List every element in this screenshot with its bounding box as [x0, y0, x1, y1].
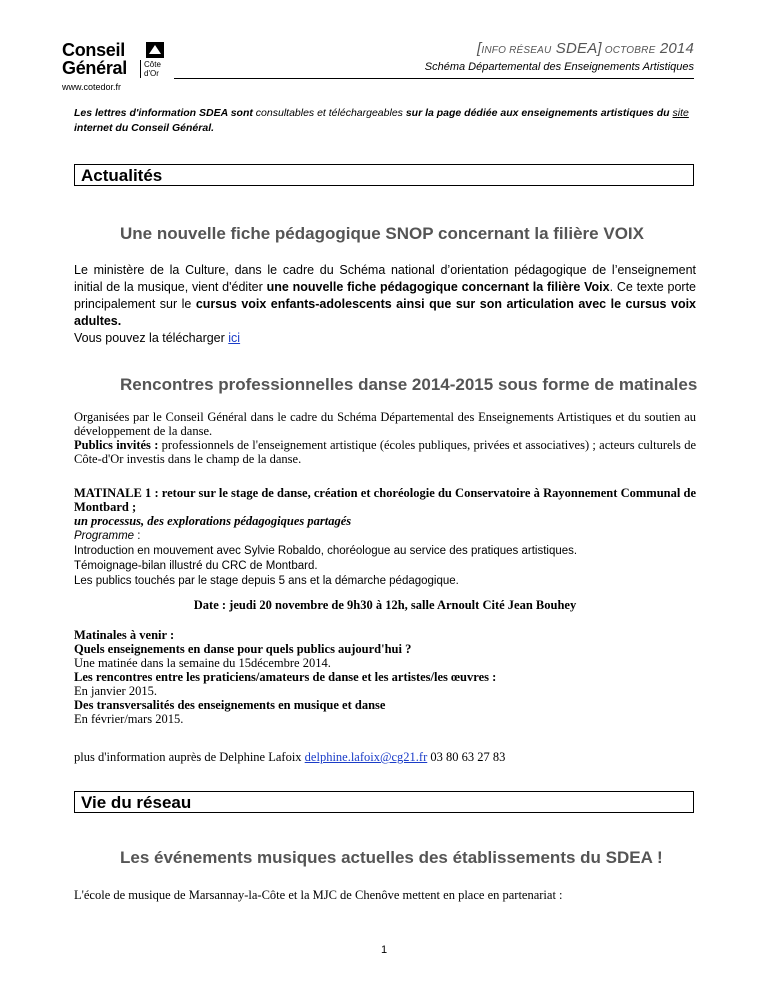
matinale1-date: Date : jeudi 20 novembre de 9h30 à 12h, salle Arnoult Cité Jean Bouhey [193, 598, 577, 612]
contact-email-link[interactable]: delphine.lafoix@cg21.fr [304, 750, 428, 764]
upcoming-q2-when: En janvier 2015. [74, 684, 157, 698]
header-issue [425, 40, 694, 57]
upcoming-q1-when: Une matinée dans la semaine du 15décembre 2014. [74, 656, 331, 670]
info-month: OCTOBRE [601, 45, 656, 56]
article2-p2-bold: Publics invités : [74, 438, 159, 452]
article1-p1-bold: une nouvelle fiche pédagogique concernant la filière Voix [266, 280, 610, 294]
logo-line-general: Général [62, 58, 127, 78]
section-vie-reseau: Vie du réseau [74, 791, 694, 813]
logo-dor: d'Or [144, 69, 159, 78]
bracket-open: [ [477, 40, 482, 57]
article1-p1-bold2: cursus voix enfants-adolescents ainsi que sur son articulation avec le cursus voix adultes. [74, 297, 697, 328]
matinale1-block [74, 486, 696, 588]
logo-cote-dor [140, 60, 166, 78]
upcoming-q2: Les rencontres entre les praticiens/amateurs de danse et les artistes/les œuvres : [74, 670, 497, 684]
header-info [425, 40, 694, 73]
intro-part4: internet du Conseil Général. [74, 122, 215, 134]
upcoming-q1: Quels enseignements en danse pour quels publics aujourd'hui ? [74, 642, 412, 656]
program-colon: : [134, 530, 141, 542]
info-label: INFO RÉSEAU [481, 45, 552, 56]
article3-body: L'école de musique de Marsannay-la-Côte et la MJC de Chenôve mettent en place en partenariat : [74, 888, 563, 902]
intro-note [74, 106, 696, 136]
program-item-1: Introduction en mouvement avec Sylvie Robaldo, choréologue au service des pratiques artistiques. [74, 545, 578, 557]
matinale1-subtitle: un processus, des explorations pédagogiques partagés [74, 514, 352, 528]
upcoming-heading: Matinales à venir : [74, 628, 175, 642]
article2-p1: Organisées par le Conseil Général dans le cadre du Schéma Départemental des Enseignements Artistiques et du soutien au développement de la danse. [74, 410, 696, 438]
program-label: Programme [74, 530, 135, 542]
article1-p2: Vous pouvez la télécharger [74, 331, 229, 345]
logo-cote: Côte [144, 60, 161, 69]
program-item-2: Témoignage-bilan illustré du CRC de Montbard. [74, 560, 318, 572]
contact-line [74, 750, 696, 764]
article2-intro [74, 410, 696, 466]
intro-part3: sur la page dédiée aux enseignements artistiques du [405, 107, 673, 119]
article1-p1b: . Ce texte porte principalement sur le [74, 280, 696, 311]
logo-url: www.cotedor.fr [62, 82, 122, 92]
upcoming-q3: Des transversalités des enseignements en musique et danse [74, 698, 386, 712]
program-item-3: Les publics touchés par le stage depuis 5 ans et la démarche pédagogique. [74, 575, 459, 587]
intro-part2: consultables et téléchargeables [252, 107, 406, 119]
article3-title: Les événements musiques actuelles des établissements du SDEA ! [120, 848, 663, 867]
article1-p1: Le ministère de la Culture, dans le cadre du Schéma national d’orientation pédagogique de l’enseignement initial de la musique, vient d'éditer [74, 263, 696, 294]
logo-mark-icon [146, 42, 164, 58]
article1-body [74, 262, 696, 347]
article1-title: Une nouvelle fiche pédagogique SNOP concernant la filière VOIX [120, 224, 644, 243]
download-link[interactable]: ici [228, 331, 241, 345]
contact-pre: plus d'information auprès de Delphine Lafoix [74, 750, 305, 764]
section-actualites: Actualités [74, 164, 694, 186]
info-sdea: SDEA] [551, 40, 602, 57]
page-number: 1 [380, 944, 388, 956]
header-subtitle: Schéma Départemental des Enseignements Artistiques [424, 61, 694, 73]
upcoming-q3-when: En février/mars 2015. [74, 712, 184, 726]
matinale1-title: MATINALE 1 : retour sur le stage de danse, création et choréologie du Conservatoire à Rayonnement Communal de Montbard ; [74, 486, 696, 514]
logo-line-conseil: Conseil [62, 40, 125, 60]
intro-part1: Les lettres d'information SDEA sont [74, 107, 253, 119]
article2-p2: professionnels de l'enseignement artistique (écoles publiques, privées et associatives) ; acteurs culturels de Côte-d'Or investis dans le champ de la danse. [74, 438, 696, 466]
contact-phone: 03 80 63 27 83 [427, 750, 506, 764]
info-year: 2014 [655, 40, 694, 57]
site-link[interactable]: site [672, 107, 689, 119]
upcoming-matinales [74, 628, 696, 726]
header-rule [174, 78, 694, 79]
conseil-general-logo [62, 40, 182, 100]
article2-title: Rencontres professionnelles danse 2014-2015 sous forme de matinales [120, 375, 698, 394]
